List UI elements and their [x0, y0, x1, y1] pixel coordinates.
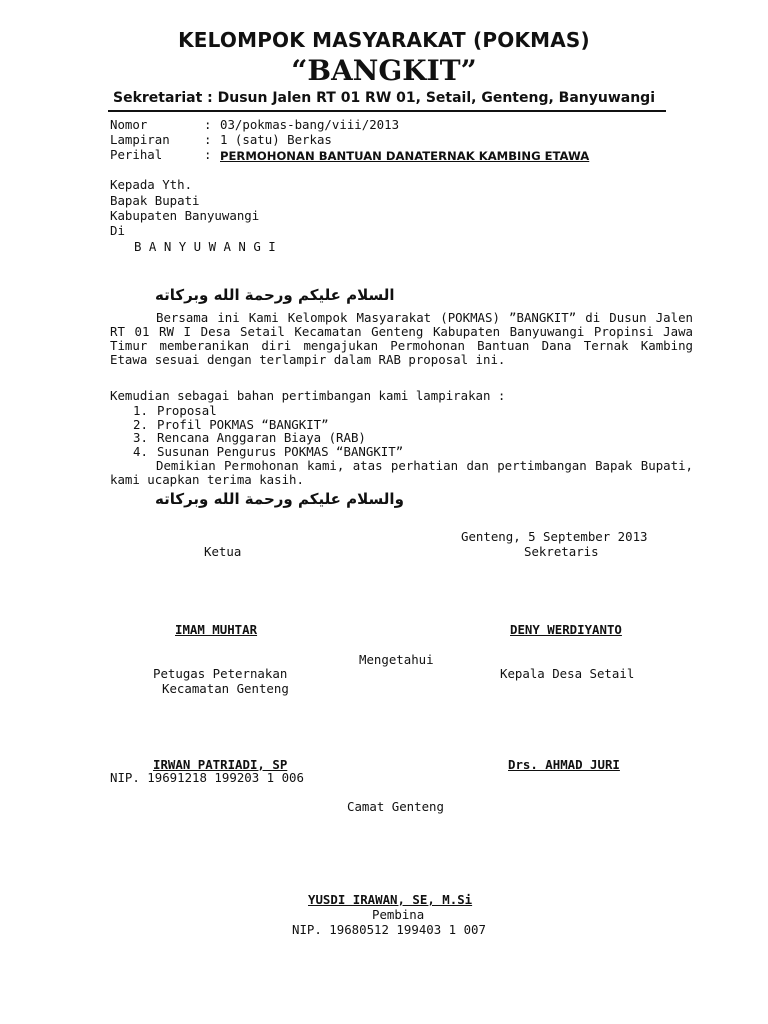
- reference-colon: :: [204, 117, 212, 132]
- closing-paragraph-text: Demikian Permohonan kami, atas perhatian dan pertimbangan Bapak Bupati, kami ucapkan terima kasih.: [110, 458, 693, 487]
- list-item-number: 1.: [133, 403, 148, 418]
- village-head-name: Drs. AHMAD JURI: [508, 757, 620, 772]
- district-head-nip: NIP. 19680512 199403 1 007: [292, 922, 486, 937]
- recipient-line: Di: [110, 223, 125, 238]
- district-head-title: Camat Genteng: [347, 799, 444, 814]
- closing-paragraph: [110, 459, 693, 487]
- list-item-number: 4.: [133, 443, 148, 459]
- closing-greeting: والسلام عليكم ورحمة الله وبركاته: [155, 490, 404, 508]
- reference-colon: :: [204, 132, 212, 147]
- recipient-city: B A N Y U W A N G I: [134, 239, 276, 254]
- secretariat-address: Sekretariat : Dusun Jalen RT 01 RW 01, Setail, Genteng, Banyuwangi: [112, 90, 655, 106]
- list-item-number: 2.: [133, 416, 148, 432]
- body-paragraph: [110, 311, 693, 367]
- list-item-text: Susunan Pengurus POKMAS “BANGKIT”: [157, 443, 404, 459]
- reference-label-attachment: Lampiran: [110, 132, 170, 147]
- acknowledged-label: Mengetahui: [359, 652, 434, 667]
- list-item: [133, 445, 403, 459]
- village-head-title: Kepala Desa Setail: [500, 666, 635, 681]
- list-item: [133, 404, 403, 418]
- place-date: Genteng, 5 September 2013: [461, 529, 648, 544]
- officer-title: Petugas Peternakan: [153, 666, 288, 681]
- list-item-text: Profil POKMAS “BANGKIT”: [157, 416, 329, 432]
- list-item: [133, 431, 403, 445]
- chair-title: Ketua: [204, 544, 242, 559]
- list-item-text: Proposal: [157, 403, 217, 418]
- reference-value-number: 03/pokmas-bang/viii/2013: [220, 117, 400, 132]
- reference-colon: :: [204, 147, 212, 162]
- organization-name: “BANGKIT”: [291, 54, 477, 87]
- reference-value-subject: PERMOHONAN BANTUAN DANATERNAK KAMBING ETAWA: [220, 149, 590, 163]
- recipient-line: Bapak Bupati: [110, 193, 200, 208]
- district-head-name: YUSDI IRAWAN, SE, M.Si: [308, 892, 473, 907]
- recipient-line: Kabupaten Banyuwangi: [110, 208, 260, 223]
- reference-label-number: Nomor: [110, 117, 148, 132]
- opening-greeting: السلام عليكم ورحمة الله وبركاته: [155, 286, 395, 304]
- body-paragraph-text: Bersama ini Kami Kelompok Masyarakat (POKMAS) ”BANGKIT” di Dusun Jalen RT 01 RW I Desa Setail Kecamatan Genteng Kabupaten Banyuwangi Propinsi Jawa Timur memberanikan diri mengajukan Permohonan Bantuan Dana Ternak Kambing Etawa sesuai dengan terlampir dalam RAB proposal ini.: [110, 310, 693, 367]
- secretary-name: DENY WERDIYANTO: [510, 622, 622, 637]
- officer-title-line2: Kecamatan Genteng: [162, 681, 289, 696]
- list-item: [133, 418, 403, 432]
- attachment-list: [133, 404, 403, 458]
- chair-name: IMAM MUHTAR: [175, 622, 258, 637]
- reference-value-attachment: 1 (satu) Berkas: [220, 132, 332, 147]
- organization-title: KELOMPOK MASYARAKAT (POKMAS): [178, 28, 590, 52]
- attachment-intro: Kemudian sebagai bahan pertimbangan kami lampirakan :: [110, 388, 506, 403]
- recipient-line: Kepada Yth.: [110, 177, 193, 192]
- district-head-role: Pembina: [372, 907, 425, 922]
- officer-nip: NIP. 19691218 199203 1 006: [110, 770, 304, 785]
- reference-label-subject: Perihal: [110, 147, 163, 162]
- letterhead-divider: [108, 110, 666, 112]
- secretary-title: Sekretaris: [524, 544, 599, 559]
- list-item-text: Rencana Anggaran Biaya (RAB): [157, 430, 366, 445]
- officer-name: IRWAN PATRIADI, SP: [153, 757, 288, 772]
- list-item-number: 3.: [133, 430, 148, 445]
